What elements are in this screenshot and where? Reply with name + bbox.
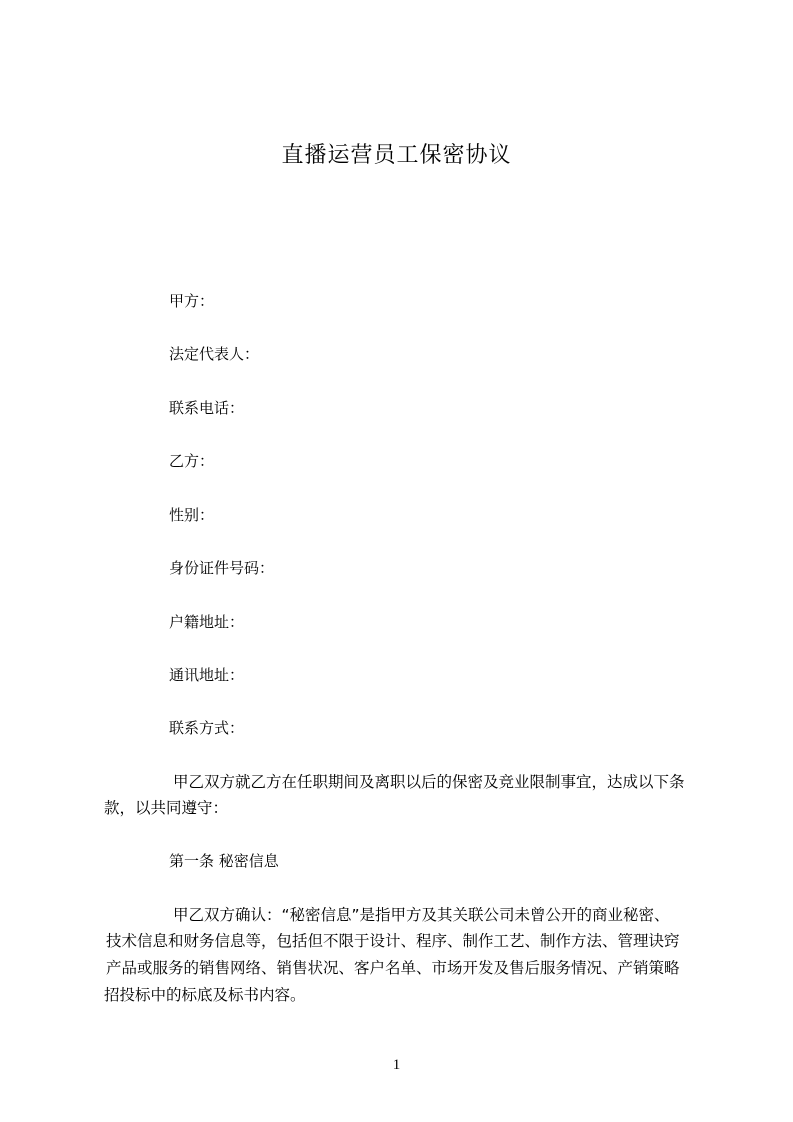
intro-line-1: 甲乙双方就乙方在任职期间及离职以后的保密及竞业限制事宜，达成以下条 (173, 773, 685, 791)
field-party-b: 乙方： (169, 452, 215, 470)
field-id-number: 身份证件号码： (169, 559, 275, 577)
article-1-line: 甲乙双方确认：“秘密信息”是指甲方及其关联公司未曾公开的商业秘密、 (173, 906, 670, 924)
field-mailing-address: 通讯地址： (169, 666, 245, 684)
field-contact-phone: 联系电话： (169, 399, 245, 417)
field-household-address: 户籍地址： (169, 613, 245, 631)
document-title: 直播运营员工保密协议 (281, 143, 512, 168)
field-gender: 性别： (169, 506, 215, 524)
field-party-a: 甲方： (169, 292, 215, 310)
article-1-line: 产品或服务的销售网络、销售状况、客户名单、市场开发及售后服务情况、产销策略 (106, 959, 680, 977)
article-1-line: 技术信息和财务信息等，包括但不限于设计、程序、制作工艺、制作方法、管理诀窍 (106, 932, 680, 950)
field-contact-method: 联系方式： (169, 719, 245, 737)
intro-line-2: 款，以共同遵守： (104, 799, 229, 817)
article-1-heading: 第一条 秘密信息 (169, 852, 279, 870)
article-1-line: 招投标中的标底及标书内容。 (104, 986, 306, 1004)
page-number: 1 (392, 1057, 401, 1073)
field-legal-representative: 法定代表人： (169, 345, 260, 363)
